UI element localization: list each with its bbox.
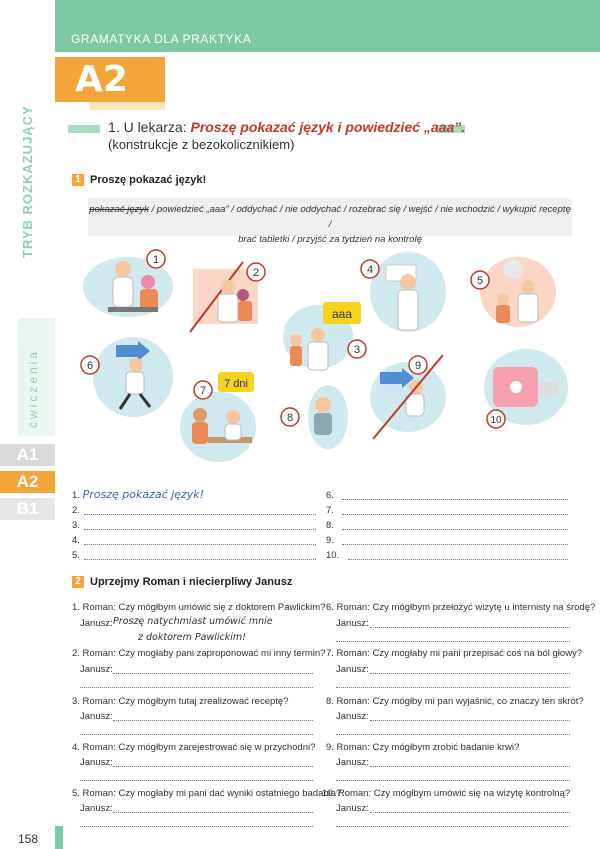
- answer-5-line[interactable]: [84, 559, 316, 560]
- scene-9-number: 9: [414, 360, 422, 372]
- scene-2-number: 2: [252, 267, 260, 279]
- dialog-2-question: 2. Roman: Czy mogłaby pani zaproponować mi inny termin?: [72, 648, 326, 659]
- scene-7-number: 7: [199, 385, 207, 397]
- scene-10-number: 10: [490, 415, 502, 426]
- dialog-8-line1[interactable]: [370, 720, 570, 721]
- scene-7: [180, 372, 256, 462]
- dialog-2-line2[interactable]: [80, 687, 313, 688]
- answer-8-num: 8.: [326, 520, 334, 531]
- sidebar-section-label: ćwiczenia: [26, 348, 40, 428]
- dialog-2-line1[interactable]: [113, 673, 313, 674]
- task1-title: Proszę pokazać język!: [90, 174, 207, 186]
- level-a2: A2: [0, 471, 55, 493]
- dialog-3-line2[interactable]: [80, 734, 313, 735]
- exercise-title-emph: Proszę pokazać język i powiedzieć „aaa”.: [190, 119, 466, 135]
- answer-1: [72, 488, 204, 501]
- dialog-5-question: 5. Roman: Czy mogłaby mi pani dać wyniki ostatniego badania?: [72, 788, 342, 799]
- scene-3: [283, 302, 366, 370]
- task2-number: 2: [72, 576, 84, 588]
- word-bank: [88, 198, 572, 245]
- scene-6-number: 6: [86, 360, 94, 372]
- bubble-aaa: aaa: [331, 307, 353, 321]
- dialog-9-janusz: Janusz:: [336, 757, 369, 768]
- dialog-3-line1[interactable]: [113, 720, 313, 721]
- header-label: GRAMATYKA DLA PRAKTYKA: [71, 32, 252, 46]
- dialog-4-question: 4. Roman: Czy mógłbym zarejestrować się w przychodni?: [72, 742, 316, 753]
- answer-7-num: 7.: [326, 505, 334, 516]
- answer-5-num: 5.: [72, 550, 80, 561]
- scene-8-number: 8: [286, 412, 294, 424]
- dialog-7-question: 7. Roman: Czy mogłaby mi pani przepisać coś na ból głowy?: [326, 648, 583, 659]
- dialog-6-line1[interactable]: [370, 627, 570, 628]
- task2-title: Uprzejmy Roman i niecierpliwy Janusz: [90, 576, 293, 588]
- dialog-3-janusz: Janusz:: [80, 711, 113, 722]
- title-deco-left: [68, 125, 100, 133]
- dialog-5-janusz: Janusz:: [80, 803, 113, 814]
- answer-6-num: 6.: [326, 490, 334, 501]
- answer-3-num: 3.: [72, 520, 80, 531]
- answer-10-num: 10.: [326, 550, 340, 561]
- scene-6: [81, 337, 173, 417]
- dialog-2-janusz: Janusz:: [80, 664, 113, 675]
- task1-number: 1: [72, 174, 84, 186]
- dialog-10-line2[interactable]: [336, 826, 570, 827]
- dialog-8-janusz: Janusz:: [336, 711, 369, 722]
- dialog-10-line1[interactable]: [370, 812, 570, 813]
- answer-9-line[interactable]: [342, 544, 568, 545]
- dialog-6-line2[interactable]: [336, 641, 570, 642]
- dialog-9-line1[interactable]: [370, 766, 570, 767]
- answer-1-example: Proszę pokazać język!: [82, 488, 205, 501]
- exercise-title: [108, 119, 465, 135]
- exercise-title-prefix: 1. U lekarza:: [108, 119, 191, 135]
- answer-4-line[interactable]: [84, 544, 316, 545]
- dialog-5-line2[interactable]: [80, 826, 313, 827]
- page-number: 158: [18, 832, 39, 846]
- word-bank-line2: brać tabletki / przyjść za tydzień na kontrolę: [238, 234, 422, 245]
- dialog-6-question: 6. Roman: Czy mógłbym przełożyć wizytę u internisty na środę?: [326, 602, 596, 613]
- scene-2: [190, 262, 265, 332]
- dialog-8-question: 8. Roman: Czy mógłby mi pan wyjaśnić, co znaczy ten skrót?: [326, 696, 584, 707]
- scene-9: [370, 355, 446, 439]
- dialog-1-example-line2: z doktorem Pawlickim!: [138, 632, 246, 643]
- badge-decoration: [90, 102, 165, 110]
- illustrations: [68, 247, 578, 473]
- answer-6-line[interactable]: [342, 499, 568, 500]
- sidebar-title: TRYB ROZKAZUJĄCY: [20, 105, 35, 258]
- dialog-1-janusz: Janusz:: [80, 618, 113, 629]
- dialog-9-line2[interactable]: [336, 780, 570, 781]
- dialog-7-line2[interactable]: [336, 687, 570, 688]
- exercise-subtitle: (konstrukcje z bezokolicznikiem): [108, 137, 295, 152]
- scene-5: [471, 257, 556, 327]
- scene-4-number: 4: [366, 264, 374, 276]
- dialog-4-janusz: Janusz:: [80, 757, 113, 768]
- dialog-7-line1[interactable]: [370, 673, 570, 674]
- scene-5-number: 5: [476, 275, 484, 287]
- answer-7-line[interactable]: [342, 514, 568, 515]
- scene-1-number: 1: [152, 254, 160, 266]
- word-bank-line1: / powiedzieć „aaa” / oddychać / nie oddychać / rozebrać się / wejść / nie wchodzić / wykupić receptę /: [148, 204, 571, 230]
- answer-8-line[interactable]: [342, 529, 568, 530]
- answer-3-line[interactable]: [84, 529, 316, 530]
- scene-1: [83, 250, 173, 317]
- answer-2-num: 2.: [72, 505, 80, 516]
- scene-4: [361, 252, 446, 332]
- dialog-6-janusz: Janusz:: [336, 618, 369, 629]
- dialog-4-line2[interactable]: [80, 780, 313, 781]
- dialog-5-line1[interactable]: [113, 812, 313, 813]
- dialog-8-line2[interactable]: [336, 734, 570, 735]
- level-b1: B1: [0, 498, 55, 520]
- word-bank-example: pokazać język: [89, 204, 149, 215]
- answer-10-line[interactable]: [348, 559, 568, 560]
- page-number-bar: [55, 826, 63, 849]
- scene-8: [281, 385, 348, 449]
- scene-3-number: 3: [353, 344, 361, 356]
- badge-text: A2: [75, 59, 128, 100]
- answer-2-line[interactable]: [84, 514, 316, 515]
- bubble-7dni: 7 dni: [224, 378, 248, 390]
- header-bar: [55, 0, 600, 52]
- dialog-3-question: 3. Roman: Czy mógłbym tutaj zrealizować receptę?: [72, 696, 289, 707]
- answer-4-num: 4.: [72, 535, 80, 546]
- dialog-1-example-line1: Proszę natychmiast umówić mnie: [113, 616, 273, 627]
- answer-9-num: 9.: [326, 535, 334, 546]
- dialog-7-janusz: Janusz:: [336, 664, 369, 675]
- dialog-10-janusz: Janusz:: [336, 803, 369, 814]
- dialog-4-line1[interactable]: [113, 766, 313, 767]
- dialog-9-question: 9. Roman: Czy mógłbym zrobić badanie krwi?: [326, 742, 520, 753]
- answer-1-num: 1.: [72, 490, 80, 501]
- dialog-10-question: 10. Roman: Czy mógłbym umówić się na wizytę kontrolną?: [322, 788, 571, 799]
- level-a1: A1: [0, 444, 55, 466]
- scene-10: [484, 349, 568, 428]
- sidebar: [0, 0, 55, 849]
- dialog-1-question: 1. Roman: Czy mógłbym umówić się z doktorem Pawlickim?: [72, 602, 326, 613]
- level-badge: [55, 57, 165, 102]
